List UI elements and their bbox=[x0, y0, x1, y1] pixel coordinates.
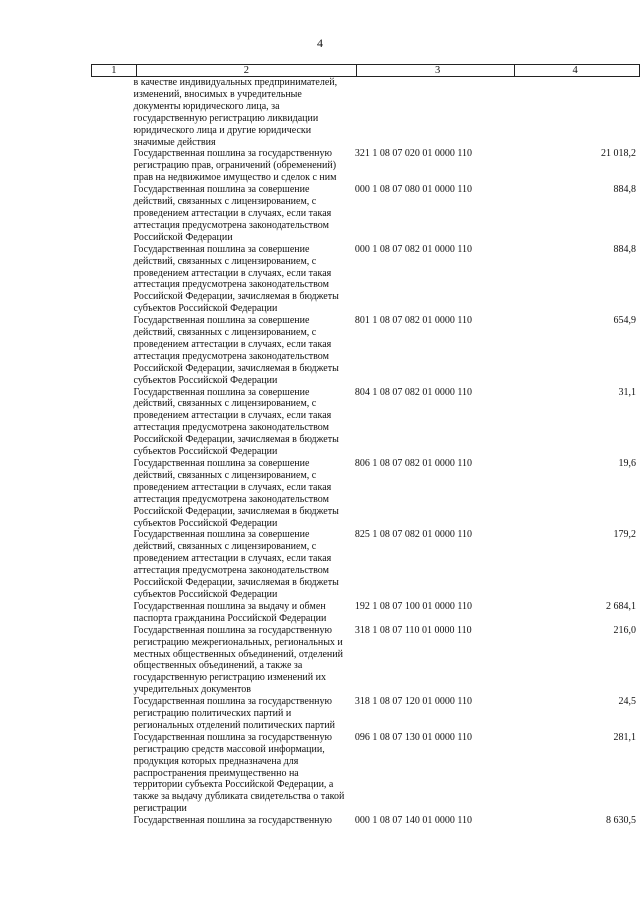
table-row bbox=[91, 601, 640, 625]
row-value: 31,1 bbox=[618, 386, 636, 398]
row-code: 806 1 08 07 082 01 0000 110 bbox=[354, 458, 472, 469]
header-cell-1: 1 bbox=[92, 65, 137, 77]
table-row bbox=[91, 458, 640, 529]
table-row bbox=[91, 184, 640, 244]
table-row bbox=[91, 387, 640, 458]
row-name: Государственная пошлина за совершение действий, связанных с лицензированием, с проведением аттестации в случаях, если такая аттестация предусмотрена законодательством Российской Федерации, зачисляемая в бюджеты субъектов Российской Федерации bbox=[133, 243, 339, 315]
row-value: 281,1 bbox=[613, 731, 636, 743]
revenue-table-body bbox=[91, 77, 640, 827]
row-blank-cell bbox=[91, 387, 132, 458]
row-blank-cell bbox=[91, 244, 132, 315]
row-blank-cell bbox=[91, 315, 132, 386]
row-blank-cell bbox=[91, 184, 132, 244]
row-value: 8 630,5 bbox=[606, 815, 636, 827]
row-code: 801 1 08 07 082 01 0000 110 bbox=[354, 315, 472, 327]
row-blank-cell bbox=[91, 529, 132, 600]
row-name: Государственная пошлина за совершение действий, связанных с лицензированием, с проведением аттестации в случаях, если такая аттестация предусмотрена законодательством Российской Федерации, зачисляемая в бюджеты субъектов Российской Федерации bbox=[133, 386, 339, 458]
table-row bbox=[91, 77, 640, 148]
row-code: 000 1 08 07 080 01 0000 110 bbox=[354, 184, 472, 196]
page-number: 4 bbox=[317, 36, 323, 50]
table-row bbox=[91, 244, 640, 315]
row-code bbox=[351, 77, 518, 148]
table-row bbox=[91, 529, 640, 600]
row-name: Государственная пошлина за государственную bbox=[133, 815, 332, 827]
row-blank-cell bbox=[91, 77, 132, 148]
table-row bbox=[91, 625, 640, 696]
header-cell-4: 4 bbox=[515, 65, 640, 77]
row-blank-cell bbox=[91, 815, 132, 827]
row-value: 216,0 bbox=[613, 624, 636, 636]
row-name: Государственная пошлина за государственную регистрацию межрегиональных, региональных и местных общественных объединений, отделений общественных объединений, а также за государственную регистрацию изменений их учредительных документов bbox=[133, 624, 343, 696]
row-value bbox=[518, 77, 640, 148]
row-code: 192 1 08 07 100 01 0000 110 bbox=[354, 600, 472, 612]
table-row bbox=[91, 696, 640, 732]
row-name: Государственная пошлина за выдачу и обмен паспорта гражданина Российской Федерации bbox=[133, 600, 327, 624]
revenue-table bbox=[91, 77, 640, 827]
row-name: Государственная пошлина за государственную регистрацию средств массовой информации, продукция которых предназначена для распространения преимущественно на территории субъекта Российской Федерации, а также за выдачу дубликата свидетельства о такой регистрации bbox=[133, 731, 345, 815]
row-code: 321 1 08 07 020 01 0000 110 bbox=[354, 148, 472, 160]
row-name: Государственная пошлина за совершение действий, связанных с лицензированием, с проведением аттестации в случаях, если такая аттестация предусмотрена законодательством Российской Федерации, зачисляемая в бюджеты субъектов Российской Федерации bbox=[133, 458, 339, 529]
row-code: 000 1 08 07 082 01 0000 110 bbox=[354, 243, 472, 255]
row-name: Государственная пошлина за государственную регистрацию прав, ограничений (обременений) прав на недвижимое имущество и сделок с ним bbox=[133, 148, 337, 184]
row-name: в качестве индивидуальных предпринимателей, изменений, вносимых в учредительные документы юридического лица, за государственную регистрацию ликвидации юридического лица и другие юридически значимые действия bbox=[133, 77, 338, 148]
row-blank-cell bbox=[91, 696, 132, 732]
row-name: Государственная пошлина за совершение действий, связанных с лицензированием, с проведением аттестации в случаях, если такая аттестация предусмотрена законодательством Российской Федерации bbox=[133, 184, 332, 243]
row-name: Государственная пошлина за государственную регистрацию политических партий и региональных отделений политических партий bbox=[133, 696, 335, 731]
row-code: 804 1 08 07 082 01 0000 110 bbox=[354, 386, 472, 398]
header-cell-3: 3 bbox=[356, 65, 514, 77]
row-value: 884,8 bbox=[613, 243, 636, 255]
row-code: 825 1 08 07 082 01 0000 110 bbox=[354, 529, 472, 541]
table-row bbox=[91, 815, 640, 827]
table-row bbox=[91, 148, 640, 184]
header-cell-2: 2 bbox=[136, 65, 356, 77]
row-value: 24,5 bbox=[618, 696, 636, 708]
row-blank-cell bbox=[91, 458, 132, 529]
column-number-header bbox=[91, 64, 640, 77]
row-value: 2 684,1 bbox=[606, 600, 636, 612]
row-value: 19,6 bbox=[618, 458, 636, 469]
header-row bbox=[92, 65, 640, 77]
row-code: 318 1 08 07 120 01 0000 110 bbox=[354, 696, 472, 708]
row-blank-cell bbox=[91, 148, 132, 184]
table-row bbox=[91, 315, 640, 386]
row-value: 654,9 bbox=[613, 315, 636, 327]
row-blank-cell bbox=[91, 601, 132, 625]
row-name: Государственная пошлина за совершение действий, связанных с лицензированием, с проведением аттестации в случаях, если такая аттестация предусмотрена законодательством Российской Федерации, зачисляемая в бюджеты субъектов Российской Федерации bbox=[133, 315, 339, 386]
row-code: 000 1 08 07 140 01 0000 110 bbox=[354, 815, 472, 827]
row-code: 318 1 08 07 110 01 0000 110 bbox=[354, 624, 472, 636]
row-blank-cell bbox=[91, 625, 132, 696]
row-value: 884,8 bbox=[613, 184, 636, 196]
row-name: Государственная пошлина за совершение действий, связанных с лицензированием, с проведением аттестации в случаях, если такая аттестация предусмотрена законодательством Российской Федерации, зачисляемая в бюджеты субъектов Российской Федерации bbox=[133, 529, 339, 600]
row-value: 179,2 bbox=[613, 529, 636, 541]
row-value: 21 018,2 bbox=[601, 148, 636, 160]
row-blank-cell bbox=[91, 732, 132, 815]
table-row bbox=[91, 732, 640, 815]
row-code: 096 1 08 07 130 01 0000 110 bbox=[354, 731, 472, 743]
